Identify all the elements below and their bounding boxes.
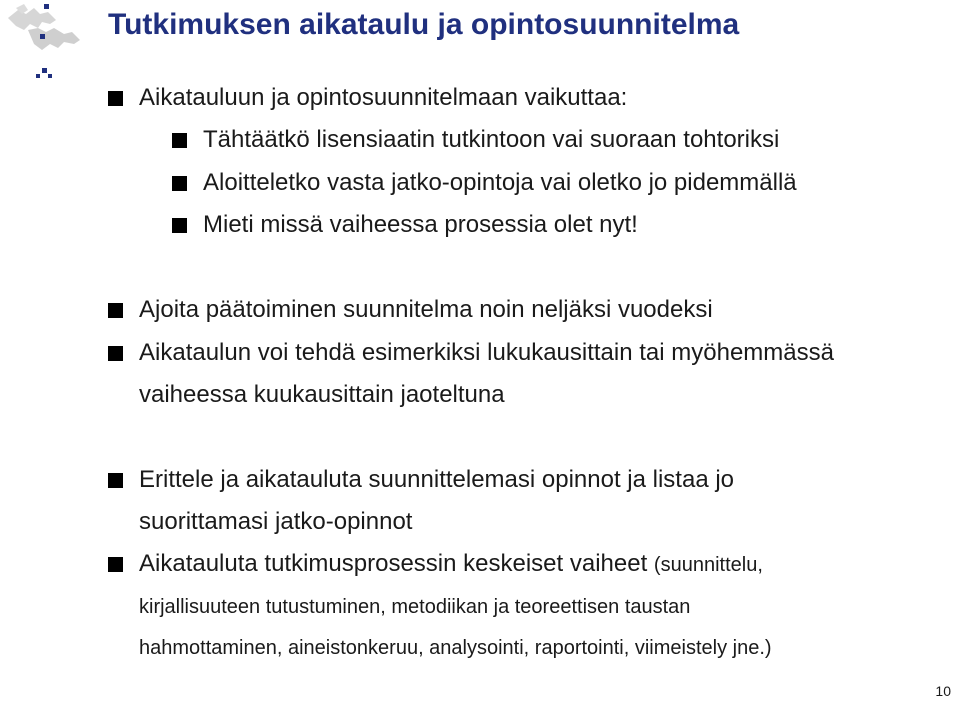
bullet-continuation: suorittamasi jatko-opinnot (139, 508, 413, 535)
sub-bullet-text: Aloitteletko vasta jatko-opintoja vai oletko jo pidemmällä (203, 169, 797, 196)
sub-bullet-text: Tähtäätkö lisensiaatin tutkintoon vai suoraan tohtoriksi (203, 126, 780, 153)
sub-bullet-item (172, 211, 638, 239)
bullet-continuation: hahmottaminen, aineistonkeruu, analysointi, raportointi, viimeistely jne.) (139, 637, 772, 659)
bullet-text: Aikatauluun ja opintosuunnitelmaan vaikuttaa: (139, 84, 628, 111)
square-bullet-icon (108, 303, 123, 318)
sub-bullet-item (172, 126, 779, 154)
bullet-text: Erittele ja aikatauluta suunnittelemasi opinnot ja listaa jo (139, 466, 735, 493)
square-bullet-icon (108, 557, 123, 572)
bullet-item (108, 550, 763, 578)
square-bullet-icon (108, 91, 123, 106)
bullet-text-parenthetical: (suunnittelu, (653, 554, 763, 576)
bullet-text (108, 550, 763, 577)
university-logo (4, 0, 92, 82)
square-bullet-icon (108, 346, 123, 361)
square-bullet-icon (172, 176, 187, 191)
square-bullet-icon (172, 218, 187, 233)
bullet-text-main: Aikatauluta tutkimusprosessin keskeiset vaiheet (139, 550, 654, 577)
helsinki-flame-logo-icon (4, 0, 92, 82)
bullet-continuation: kirjallisuuteen tutustuminen, metodiikan ja teoreettisen taustan (139, 596, 691, 618)
sub-bullet-text: Mieti missä vaiheessa prosessia olet nyt! (203, 211, 638, 238)
bullet-continuation: vaiheessa kuukausittain jaoteltuna (139, 381, 505, 408)
bullet-item (108, 296, 713, 324)
bullet-item (108, 466, 734, 494)
bullet-item (108, 84, 627, 112)
square-bullet-icon (108, 473, 123, 488)
bullet-item (108, 339, 834, 367)
sub-bullet-item (172, 169, 797, 197)
slide-title: Tutkimuksen aikataulu ja opintosuunnitelma (108, 8, 740, 41)
bullet-text: Aikataulun voi tehdä esimerkiksi lukukausittain tai myöhemmässä (139, 339, 834, 366)
bullet-text: Ajoita päätoiminen suunnitelma noin neljäksi vuodeksi (139, 296, 713, 323)
page-number: 10 (935, 683, 951, 699)
square-bullet-icon (172, 133, 187, 148)
